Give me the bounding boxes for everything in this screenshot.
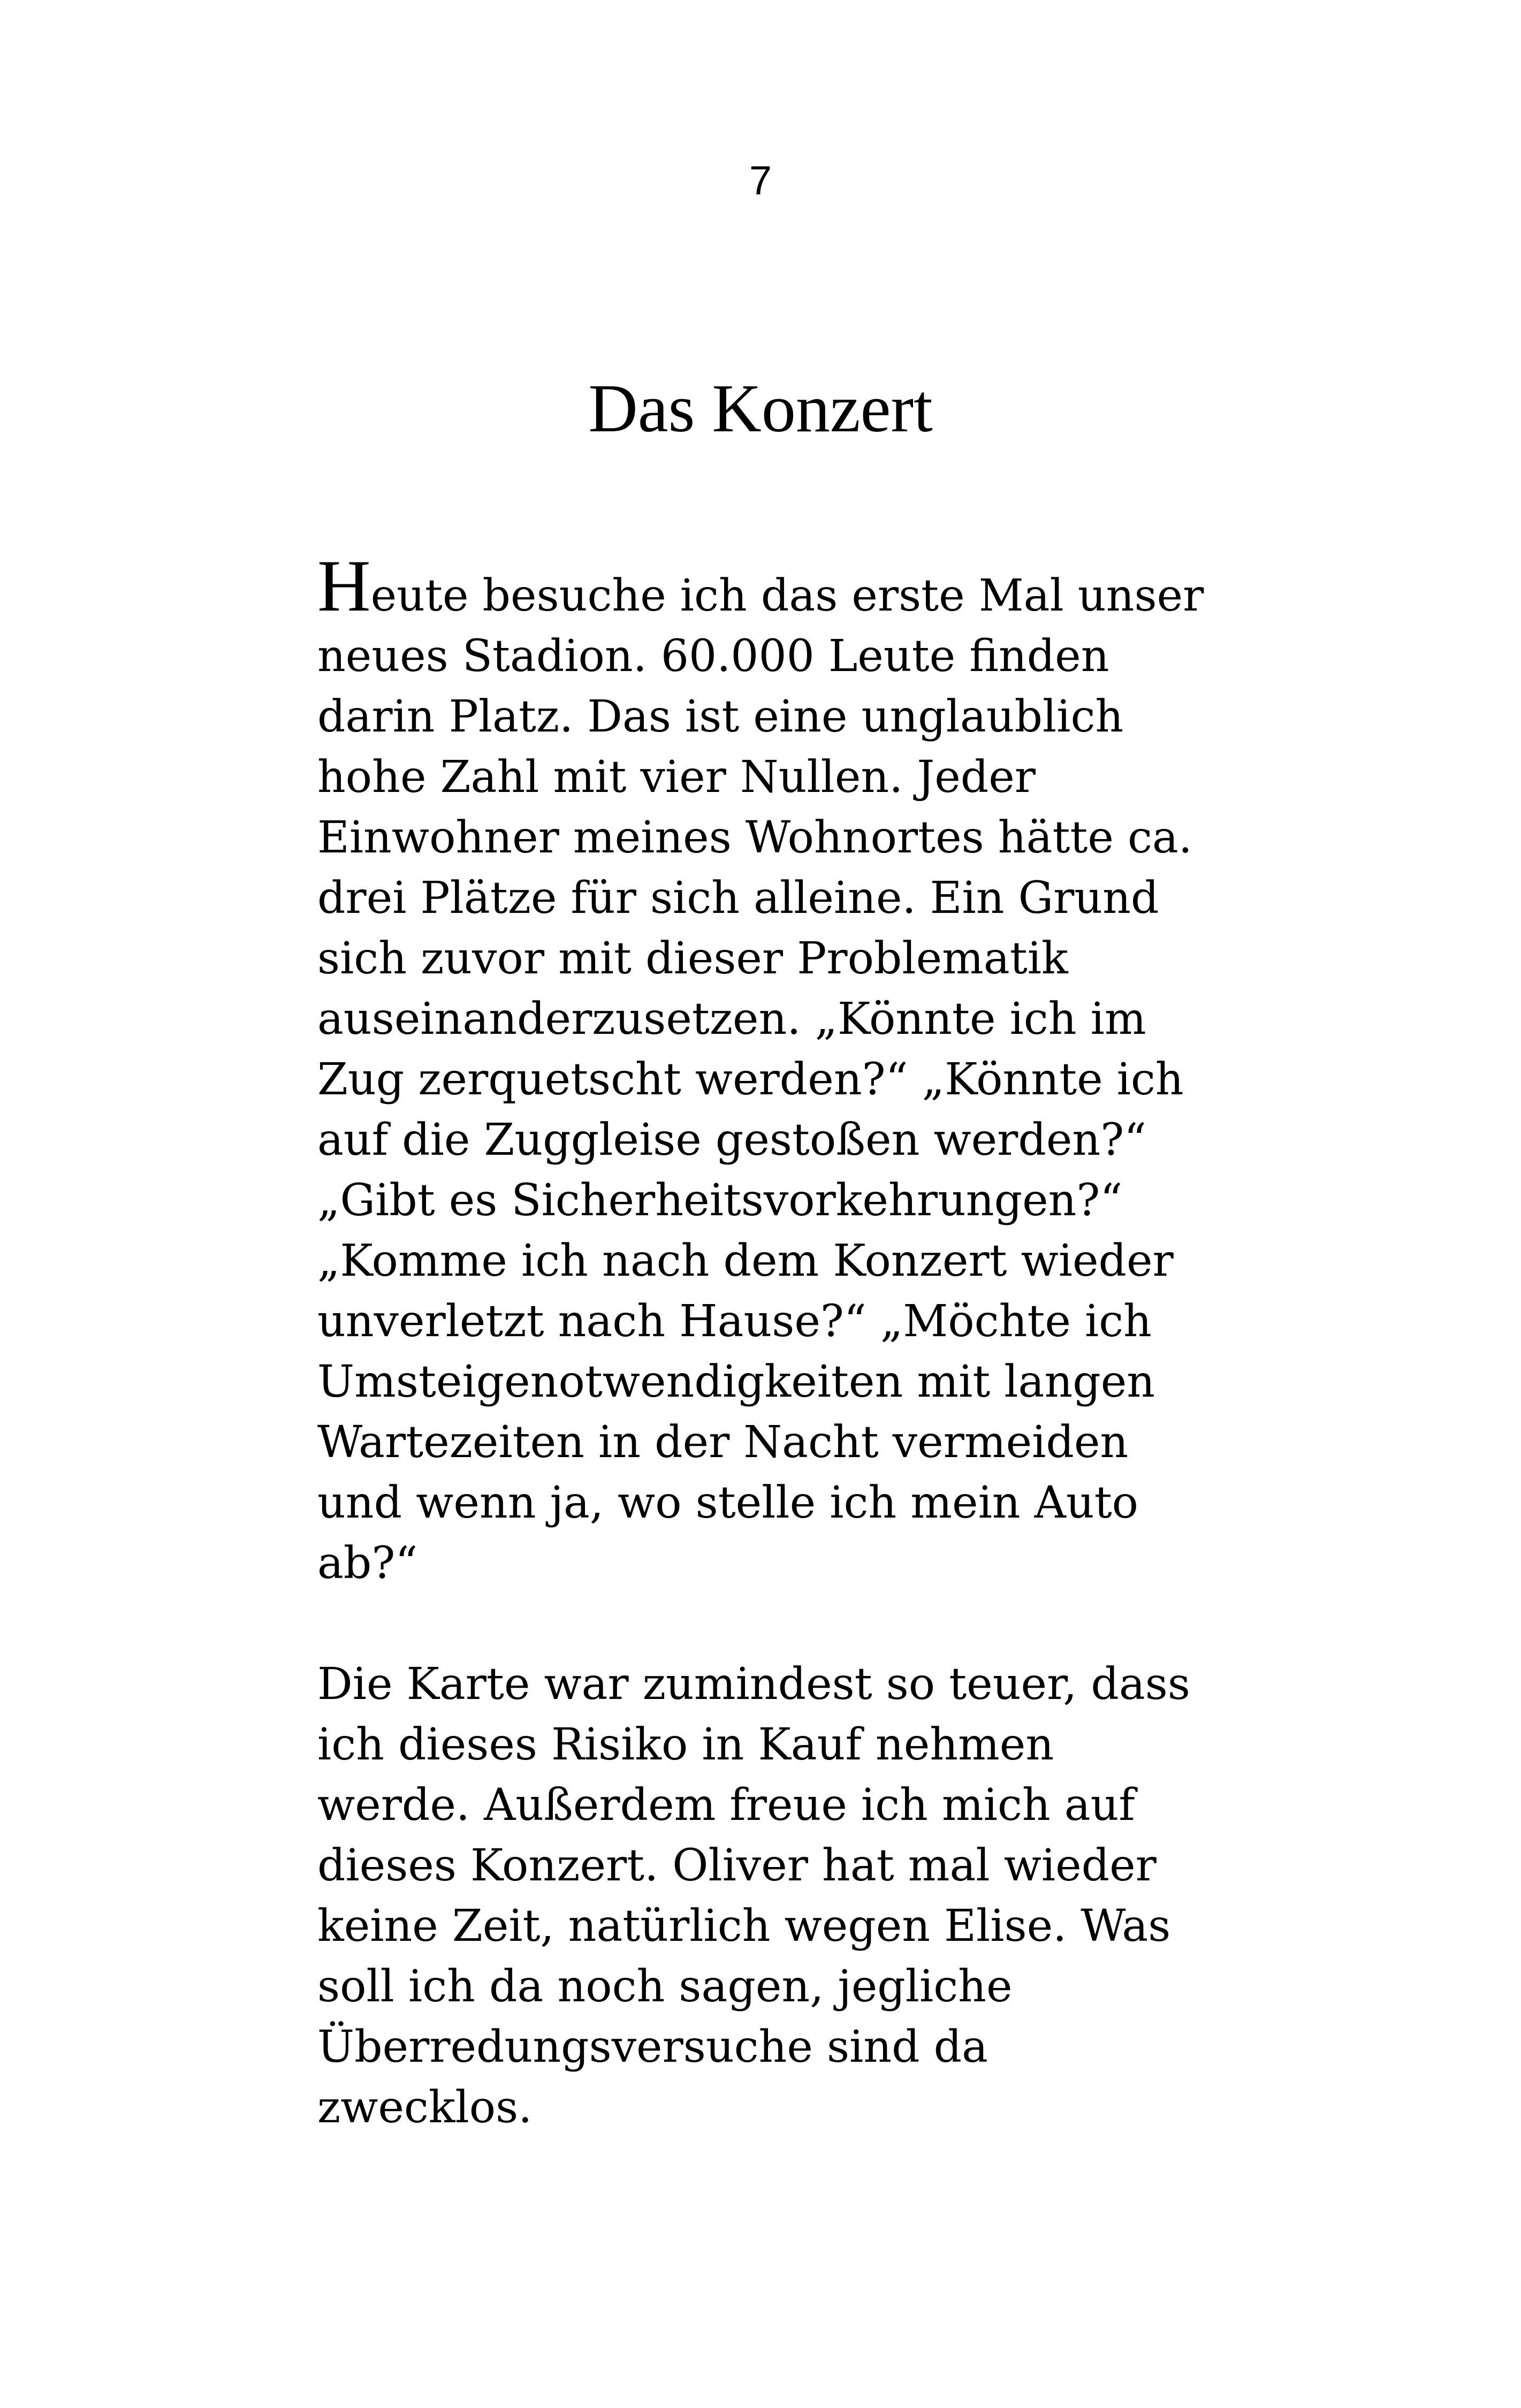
- text-line: „Komme ich nach dem Konzert wieder: [317, 1236, 1174, 1286]
- text-line: neues Stadion. 60.000 Leute finden: [317, 631, 1109, 682]
- text-line: auf die Zuggleise gestoßen werden?“: [317, 1115, 1147, 1165]
- text-line: darin Platz. Das ist eine unglaublich: [317, 691, 1124, 742]
- drop-cap: H: [317, 545, 371, 627]
- text-line: ab?“: [317, 1538, 418, 1589]
- text-line: Zug zerquetscht werden?“ „Könnte ich: [317, 1054, 1184, 1105]
- text-line: sich zuvor mit dieser Problematik: [317, 933, 1068, 984]
- text-line: Einwohner meines Wohnortes hätte ca.: [317, 812, 1192, 863]
- text-line: und wenn ja, wo stelle ich mein Auto: [317, 1477, 1139, 1528]
- text-line: auseinanderzusetzen. „Könnte ich im: [317, 994, 1146, 1045]
- text-line: ich dieses Risiko in Kauf nehmen: [317, 1719, 1054, 1770]
- body-text: [317, 545, 1259, 2138]
- text-line: drei Plätze für sich alleine. Ein Grund: [317, 873, 1159, 924]
- paragraph-spacer: [317, 1594, 1259, 1654]
- text-line: [317, 545, 1259, 627]
- text-line: Die Karte war zumindest so teuer, dass: [317, 1659, 1190, 1710]
- text-line: „Gibt es Sicherheitsvorkehrungen?“: [317, 1175, 1123, 1226]
- text-line: soll ich da noch sagen, jegliche: [317, 1961, 1013, 2012]
- paragraph-1: [317, 545, 1259, 1594]
- text-line: zwecklos.: [317, 2082, 533, 2133]
- page-number: 7: [749, 158, 772, 203]
- text-line: Umsteigenotwendigkeiten mit langen: [317, 1357, 1155, 1407]
- text-line: hohe Zahl mit vier Nullen. Jeder: [317, 752, 1036, 803]
- text-line: Wartezeiten in der Nacht vermeiden: [317, 1417, 1129, 1468]
- text-line: unverletzt nach Hause?“ „Möchte ich: [317, 1296, 1152, 1347]
- text-line: keine Zeit, natürlich wegen Elise. Was: [317, 1901, 1171, 1952]
- paragraph-2: [317, 1654, 1259, 2138]
- text-line: Überredungsversuche sind da: [317, 2022, 988, 2072]
- text-line-content: eute besuche ich das erste Mal unser: [370, 570, 1204, 621]
- chapter-title: Das Konzert: [588, 370, 933, 446]
- text-line: werde. Außerdem freue ich mich auf: [317, 1780, 1135, 1831]
- text-line: dieses Konzert. Oliver hat mal wieder: [317, 1840, 1157, 1891]
